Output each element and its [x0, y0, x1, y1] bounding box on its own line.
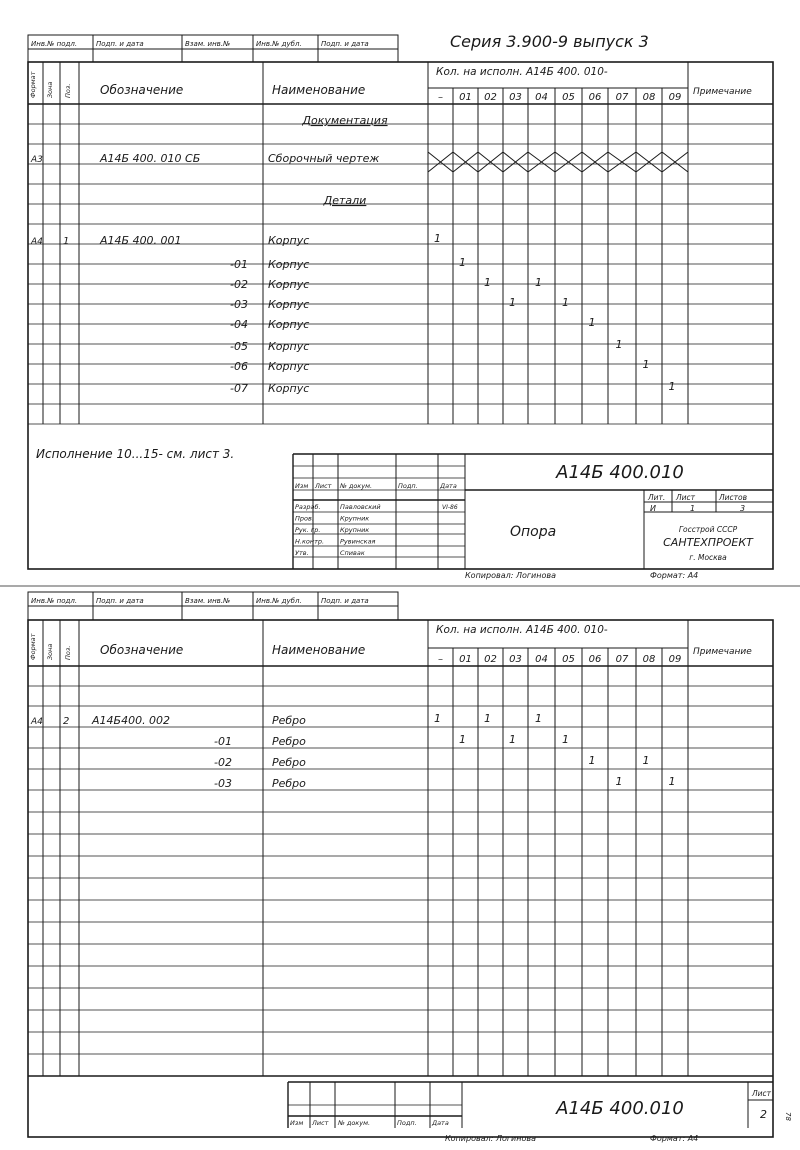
stamp-label: Инв.№ дубл.: [256, 597, 302, 605]
stamp-label: Инв.№ дубл.: [256, 40, 302, 48]
sheet2-qty-mark: 1: [562, 733, 569, 746]
sheet1-signature-name: Крупник: [340, 526, 370, 534]
sheet2-row-name: Ребро: [272, 756, 306, 769]
sheet1-org-line3: г. Москва: [689, 553, 727, 562]
sheet2-row-designation: -03: [214, 777, 232, 790]
sheet2-variant-header-4: 04: [535, 654, 548, 665]
sheet2-side-mark: 78: [784, 1112, 792, 1121]
sheet1-title: Опора: [510, 524, 557, 540]
sheet1-qty-mark: 1: [562, 296, 569, 309]
sheet2-variant-header-1: 01: [459, 654, 472, 665]
sheet2-sheet-number: 2: [760, 1108, 767, 1121]
sheet2-qty-mark: 1: [615, 775, 623, 788]
sheet2-copied: Копировал: Логинова: [445, 1134, 536, 1143]
sheet2-row-name: Ребро: [272, 777, 306, 790]
sheet2-qty-mark: 1: [509, 733, 516, 746]
sheet2-variant-header-5: 05: [562, 654, 575, 665]
sheet1-variant-header-1: 01: [459, 92, 472, 103]
sheet2-variant-header-6: 06: [588, 654, 602, 665]
sheet1-row-name: Корпус: [268, 258, 310, 271]
sheet1-signature-name: Павловский: [340, 503, 381, 511]
sheet1-designation-header: Обозначение: [100, 83, 184, 97]
sheet2-format-header: Формат: [29, 633, 37, 660]
sheet1-lit-value: И: [650, 504, 656, 513]
sheet2-title-header-col: Изм: [290, 1119, 304, 1127]
sheet1-row-format: А3: [31, 155, 43, 165]
sheet1-variant-header-0: –: [438, 92, 443, 103]
sheet1-sheets-label: Листов: [719, 493, 748, 502]
sheet1-signature-role: Разраб.: [295, 503, 321, 511]
sheet1-copied: Копировал: Логинова: [465, 571, 556, 580]
stamp-label: Взам. инв.№: [185, 40, 231, 48]
sheet1-row-name: Корпус: [268, 360, 310, 373]
sheet2-qty-mark: 1: [588, 754, 596, 767]
sheet1-sheets-value: 3: [740, 504, 746, 513]
sheet1-qty-header: Кол. на исполн. А14Б 400. 010-: [436, 66, 608, 78]
stamp-label: Инв.№ подл.: [31, 597, 78, 605]
sheet2-variant-header-0: –: [438, 654, 443, 665]
sheet1-variant-header-6: 06: [588, 92, 602, 103]
sheet1-title-header-col: Изм: [295, 482, 309, 490]
series-header: Серия 3.900-9 выпуск 3: [450, 32, 649, 51]
sheet1-row-designation: А14Б 400. 001: [100, 234, 182, 247]
sheet2-variant-header-2: 02: [484, 654, 497, 665]
sheet2-row-designation: -01: [214, 735, 232, 748]
sheet1-note-text: Исполнение 10...15- см. лист 3.: [36, 447, 235, 461]
sheet2-row-name: Ребро: [272, 735, 306, 748]
sheet2-sheet-label: Лист: [752, 1089, 772, 1098]
stamp-label: Подп. и дата: [96, 40, 144, 48]
sheet1-row-designation: -01: [230, 258, 248, 271]
sheet1-date-mark: VI-86: [442, 504, 458, 511]
sheet1-title-header-col: Лист: [315, 482, 332, 490]
sheet1-name-header: Наименование: [272, 83, 366, 97]
sheet2-doc-number: А14Б 400.010: [556, 1098, 684, 1119]
sheet1-section-title: Документация: [302, 114, 388, 127]
sheet2-title-header-col: Подп.: [397, 1119, 417, 1127]
sheet2-qty-mark: 1: [668, 775, 676, 788]
sheet2-note-header: Примечание: [693, 647, 752, 657]
sheet1-row-designation: -04: [230, 318, 248, 331]
sheet1-qty-mark: 1: [484, 276, 491, 289]
sheet2-pos-header: Поз.: [64, 645, 72, 660]
sheet1-signature-role: Утв.: [295, 549, 309, 557]
sheet1-row-pos: 1: [63, 236, 70, 247]
sheet2-frame: [28, 620, 773, 1137]
sheet2-qty-mark: 1: [642, 754, 650, 767]
sheet1-sheet-value: 1: [690, 504, 696, 513]
sheet1-row-name: Корпус: [268, 298, 310, 311]
sheet2-row-designation: А14Б400. 002: [92, 714, 171, 727]
sheet1-note-header: Примечание: [693, 87, 752, 97]
sheet2-designation-header: Обозначение: [100, 643, 184, 657]
sheet2-variant-header-8: 08: [642, 654, 656, 665]
sheet1-row-designation: -07: [230, 382, 248, 395]
sheet1-qty-mark: 1: [642, 358, 650, 371]
stamp-label: Инв.№ подл.: [31, 40, 78, 48]
sheet2-variant-header-7: 07: [615, 654, 629, 665]
sheet2-zone-header: Зона: [46, 643, 54, 660]
sheet1-zone-header: Зона: [46, 81, 54, 98]
sheet1-title-header-col: Дата: [440, 482, 457, 490]
sheet1-row-name: Сборочный чертеж: [268, 152, 380, 165]
sheet1-row-name: Корпус: [268, 340, 310, 353]
sheet1-variant-header-5: 05: [562, 92, 575, 103]
sheet1-signature-name: Крупник: [340, 514, 370, 523]
sheet1-variant-header-4: 04: [535, 92, 548, 103]
sheet1-title-header-col: № докум.: [340, 482, 373, 490]
sheet1-qty-mark: 1: [459, 256, 466, 269]
sheet1-qty-mark: 1: [434, 232, 441, 245]
sheet1-signature-name: Спивак: [340, 549, 365, 557]
sheet2-qty-mark: 1: [535, 712, 542, 725]
stamp-label: Подп. и дата: [321, 597, 369, 605]
sheet2-qty-mark: 1: [459, 733, 466, 746]
sheet1-row-designation: -05: [230, 340, 248, 353]
sheet2-row-name: Ребро: [272, 714, 306, 727]
sheet2-title-header-col: Дата: [432, 1119, 449, 1127]
sheet1-pos-header: Поз.: [64, 83, 72, 98]
sheet2-format: Формат: А4: [650, 1134, 699, 1143]
sheet1-variant-header-7: 07: [615, 92, 629, 103]
sheet1-variant-header-8: 08: [642, 92, 656, 103]
stamp-label: Взам. инв.№: [185, 597, 231, 605]
sheet1-row-designation: -03: [230, 298, 248, 311]
stamp-label: Подп. и дата: [96, 597, 144, 605]
sheet1-variant-header-3: 03: [509, 92, 522, 103]
sheet1-sheet-label: Лист: [676, 493, 696, 502]
sheet2-title-header-col: № докум.: [338, 1119, 371, 1127]
sheet1-row-format: А4: [31, 237, 43, 247]
sheet1-qty-mark: 1: [588, 316, 596, 329]
stamp-label: Подп. и дата: [321, 40, 369, 48]
sheet1-section-title: Детали: [323, 194, 367, 207]
sheet1-qty-mark: 1: [509, 296, 516, 309]
sheet1-org-line1: Госстрой СССР: [678, 525, 738, 534]
sheet1-signature-role: Н.контр.: [295, 537, 325, 546]
sheet1-signature-role: Пров.: [295, 514, 314, 523]
sheet1-row-designation: -06: [230, 360, 248, 373]
sheet1-row-designation: А14Б 400. 010 СБ: [100, 152, 201, 165]
sheet2-variant-header-3: 03: [509, 654, 522, 665]
sheet1-qty-mark: 1: [535, 276, 542, 289]
sheet2-variant-header-9: 09: [668, 654, 682, 665]
sheet1-row-name: Корпус: [268, 318, 310, 331]
sheet1-qty-mark: 1: [668, 380, 676, 393]
sheet1-org-line2: САНТЕХПРОЕКТ: [663, 536, 753, 549]
sheet1-title-header-col: Подп.: [398, 482, 418, 490]
sheet1-format: Формат: А4: [650, 571, 699, 580]
sheet2-title-header-col: Лист: [312, 1119, 329, 1127]
sheet1-row-name: Корпус: [268, 382, 310, 395]
sheet2-row-designation: -02: [214, 756, 232, 769]
sheet2-name-header: Наименование: [272, 643, 366, 657]
sheet1-signature-name: Рувинская: [340, 537, 376, 546]
sheet2-row-pos: 2: [63, 716, 70, 727]
sheet1-row-designation: -02: [230, 278, 248, 291]
sheet1-signature-role: Рук. гр.: [295, 526, 321, 534]
sheet1-format-header: Формат: [29, 71, 37, 98]
sheet2-row-format: А4: [31, 717, 43, 727]
sheet1-row-name: Корпус: [268, 278, 310, 291]
sheet2-qty-mark: 1: [484, 712, 491, 725]
sheet1-variant-header-2: 02: [484, 92, 497, 103]
sheet1-variant-header-9: 09: [668, 92, 682, 103]
sheet2-qty-header: Кол. на исполн. А14Б 400. 010-: [436, 624, 608, 636]
sheet1-doc-number: А14Б 400.010: [556, 462, 684, 483]
sheet2-qty-mark: 1: [434, 712, 441, 725]
sheet1-row-name: Корпус: [268, 234, 310, 247]
sheet1-lit-label: Лит.: [648, 493, 666, 502]
sheet1-qty-mark: 1: [615, 338, 623, 351]
